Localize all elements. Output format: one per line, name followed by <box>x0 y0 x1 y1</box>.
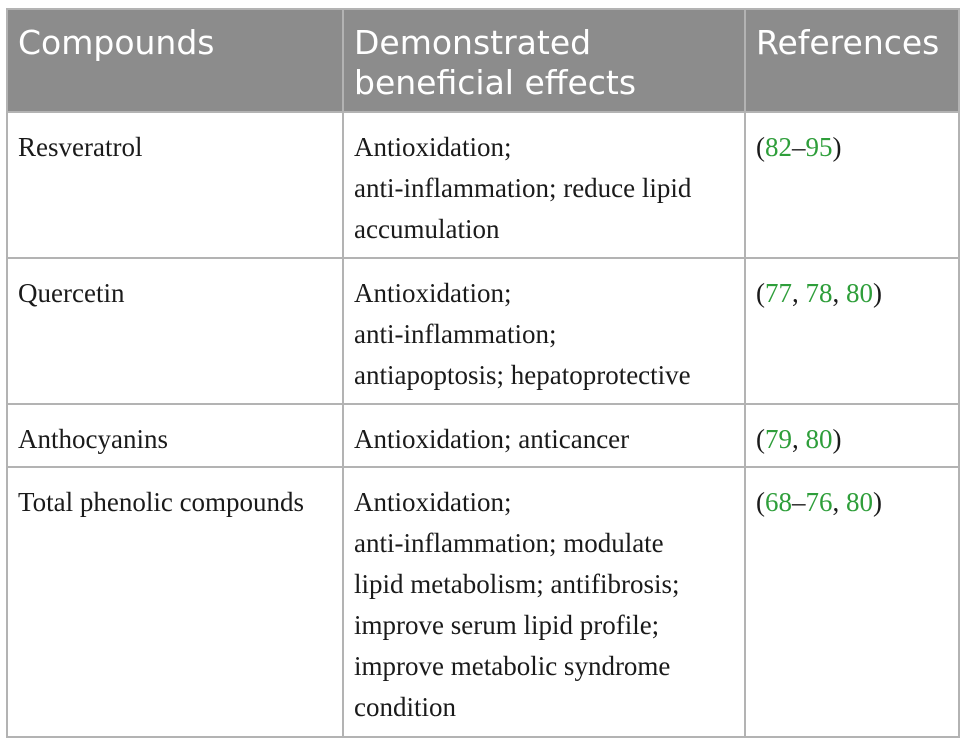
compound-cell: Quercetin <box>7 258 343 404</box>
references-cell <box>745 112 959 258</box>
references-cell <box>745 404 959 467</box>
citation-link[interactable]: 82 <box>765 132 792 162</box>
citation-link[interactable]: 80 <box>846 278 873 308</box>
ref-paren: ( <box>756 278 765 308</box>
compounds-table <box>6 8 960 738</box>
ref-separator: – <box>792 132 806 162</box>
citation-link[interactable]: 78 <box>805 278 833 308</box>
effects-line: accumulation <box>354 214 500 244</box>
compound-cell: Total phenolic compounds <box>7 467 343 737</box>
ref-paren: ) <box>873 278 882 308</box>
ref-paren: ) <box>832 424 842 454</box>
effects-line: improve metabolic syndrome <box>354 651 671 681</box>
table-row <box>7 467 959 737</box>
effects-cell <box>343 112 745 258</box>
table-header-row <box>7 9 959 112</box>
ref-separator: , <box>792 278 806 308</box>
ref-separator: – <box>792 487 806 517</box>
effects-cell <box>343 258 745 404</box>
references-cell <box>745 258 959 404</box>
ref-paren: ( <box>756 424 765 454</box>
effects-line: Antioxidation; <box>354 487 512 517</box>
ref-separator: , <box>832 487 846 517</box>
ref-separator: , <box>832 278 846 308</box>
citation-link[interactable]: 77 <box>765 278 792 308</box>
effects-line: Antioxidation; <box>354 132 512 162</box>
effects-line: condition <box>354 692 456 722</box>
compound-cell: Anthocyanins <box>7 404 343 467</box>
effects-cell <box>343 404 745 467</box>
effects-line: anti-inflammation; <box>354 319 557 349</box>
citation-link[interactable]: 79 <box>765 424 792 454</box>
table-row <box>7 404 959 467</box>
effects-line: antiapoptosis; hepatoprotective <box>354 360 691 390</box>
citation-link[interactable]: 80 <box>846 487 873 517</box>
header-effects-line: Demonstrated <box>354 23 592 62</box>
ref-paren: ( <box>756 487 765 517</box>
ref-paren: ( <box>756 132 765 162</box>
table-row <box>7 112 959 258</box>
ref-paren: ) <box>832 132 842 162</box>
effects-line: Antioxidation; anticancer <box>354 424 630 454</box>
compound-cell: Resveratrol <box>7 112 343 258</box>
header-references: References <box>745 9 959 112</box>
header-compounds: Compounds <box>7 9 343 112</box>
effects-line: anti-inflammation; modulate <box>354 528 664 558</box>
effects-line: Antioxidation; <box>354 278 512 308</box>
references-cell <box>745 467 959 737</box>
citation-link[interactable]: 68 <box>765 487 792 517</box>
ref-separator: , <box>792 424 806 454</box>
citation-link[interactable]: 76 <box>805 487 833 517</box>
effects-line: improve serum lipid profile; <box>354 610 660 640</box>
header-effects <box>343 9 745 112</box>
effects-line: lipid metabolism; antifibrosis; <box>354 569 680 599</box>
effects-cell <box>343 467 745 737</box>
citation-link[interactable]: 80 <box>805 424 833 454</box>
citation-link[interactable]: 95 <box>805 132 833 162</box>
table-row <box>7 258 959 404</box>
effects-line: anti-inflammation; reduce lipid <box>354 173 692 203</box>
header-effects-line: beneficial effects <box>354 63 637 102</box>
ref-paren: ) <box>873 487 882 517</box>
